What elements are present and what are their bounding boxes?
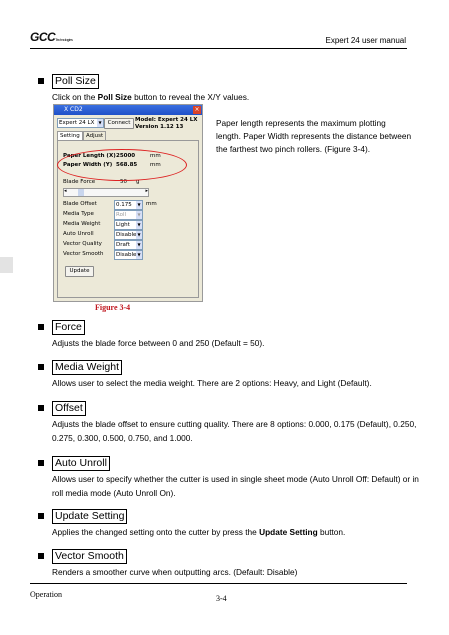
figure-caption: Figure 3-4 — [95, 303, 131, 312]
bullet-icon — [38, 324, 44, 330]
footer-divider — [30, 583, 407, 584]
media-type-select[interactable]: Roll ▼ — [114, 210, 143, 220]
vector-quality-select[interactable]: Draft ▼ — [114, 240, 143, 250]
auto-unroll-select[interactable]: Disable ▼ — [114, 230, 143, 240]
figure-note: Paper length represents the maximum plotting length. Paper Width represents the distance between the farthest two pinch rollers. (Figure 3-4). — [216, 118, 412, 154]
blade-force-unit: g — [136, 179, 140, 185]
paper-width-label: Paper Width (Y) — [63, 162, 113, 168]
chevron-down-icon: ▼ — [137, 202, 141, 207]
chevron-left-icon[interactable]: ◂ — [64, 188, 67, 194]
side-tab-marker — [0, 257, 13, 273]
section-title: Vector Smooth — [52, 549, 127, 564]
tab-adjust[interactable]: Adjust — [83, 131, 106, 141]
manual-title: Expert 24 user manual — [325, 36, 406, 45]
gcc-logo: GCCTechnologies — [30, 30, 73, 44]
chevron-down-icon: ▼ — [137, 222, 141, 227]
section-title: Poll Size — [52, 74, 99, 89]
model-select[interactable]: Expert 24 LX ▼ — [57, 118, 104, 128]
vector-smooth-select[interactable]: Disable ▼ — [114, 250, 143, 260]
media-weight-label: Media Weight — [63, 221, 101, 227]
version-info: Version 1.12 13 — [135, 124, 184, 130]
blade-offset-label: Blade Offset — [63, 201, 97, 207]
unit-label: mm — [150, 153, 161, 159]
section-body: Click on the Poll Size button to reveal the X/Y values. — [52, 92, 250, 102]
blade-offset-unit: mm — [146, 201, 157, 207]
connect-button[interactable]: Connect — [104, 118, 134, 129]
close-icon[interactable]: × — [194, 106, 200, 113]
poll-size-figure — [53, 104, 203, 302]
paper-length-value: 25000 — [116, 153, 136, 159]
auto-unroll-label: Auto Unroll — [63, 231, 94, 237]
vector-smooth-label: Vector Smooth — [63, 251, 104, 257]
chevron-right-icon[interactable]: ▸ — [145, 188, 148, 194]
bullet-icon — [38, 78, 44, 84]
blade-force-label: Blade Force — [63, 179, 96, 185]
bullet-icon — [38, 553, 44, 559]
header-divider — [30, 48, 407, 49]
section-body: Allows user to specify whether the cutter is used in single sheet mode (Auto Unroll Off: Default) or in roll media mode (Auto Unroll On). — [52, 474, 419, 498]
blade-force-value: 50 — [120, 179, 127, 185]
footer-chapter: Operation — [30, 590, 62, 599]
paper-length-label: Paper Length (X) — [63, 153, 116, 159]
bullet-icon — [38, 513, 44, 519]
unit-label: mm — [150, 162, 161, 168]
blade-offset-select[interactable]: 0.175 ▼ — [114, 200, 143, 210]
bullet-icon — [38, 460, 44, 466]
media-weight-select[interactable]: Light ▼ — [114, 220, 143, 230]
tab-setting[interactable]: Setting — [57, 131, 83, 141]
section-title: Media Weight — [52, 360, 122, 375]
section-title: Offset — [52, 401, 86, 416]
section-body: Renders a smoother curve when outputting arcs. (Default: Disable) — [52, 567, 298, 577]
section-title: Auto Unroll — [52, 456, 110, 471]
slider-thumb[interactable] — [78, 189, 84, 196]
chevron-down-icon: ▼ — [137, 252, 141, 257]
chevron-down-icon: ▼ — [98, 120, 102, 125]
bullet-icon — [38, 405, 44, 411]
window-title-bar: X CD2 × — [54, 105, 202, 115]
section-title: Force — [52, 320, 85, 335]
media-type-label: Media Type — [63, 211, 94, 217]
highlight-oval — [57, 149, 187, 181]
paper-width-value: 568.85 — [116, 162, 138, 168]
update-button[interactable]: Update — [65, 266, 94, 277]
section-body: Adjusts the blade force between 0 and 250 (Default = 50). — [52, 338, 265, 348]
chevron-down-icon: ▼ — [137, 242, 141, 247]
page-number: 3-4 — [216, 594, 227, 603]
bullet-icon — [38, 364, 44, 370]
section-body: Adjusts the blade offset to ensure cutting quality. There are 8 options: 0.000, 0.175 (Default), 0.250, 0.275, 0.300, 0.500, 0.750, and 1.000. — [52, 419, 417, 443]
chevron-down-icon: ▼ — [137, 232, 141, 237]
section-body: Applies the changed setting onto the cutter by press the Update Setting button. — [52, 527, 346, 537]
section-body: Allows user to select the media weight. There are 2 options: Heavy, and Light (Default). — [52, 378, 372, 388]
blade-force-slider[interactable] — [63, 188, 149, 197]
section-title: Update Setting — [52, 509, 127, 524]
chevron-down-icon: ▼ — [137, 212, 141, 217]
vector-quality-label: Vector Quality — [63, 241, 102, 247]
model-info: Model: Expert 24 LX — [135, 117, 198, 123]
